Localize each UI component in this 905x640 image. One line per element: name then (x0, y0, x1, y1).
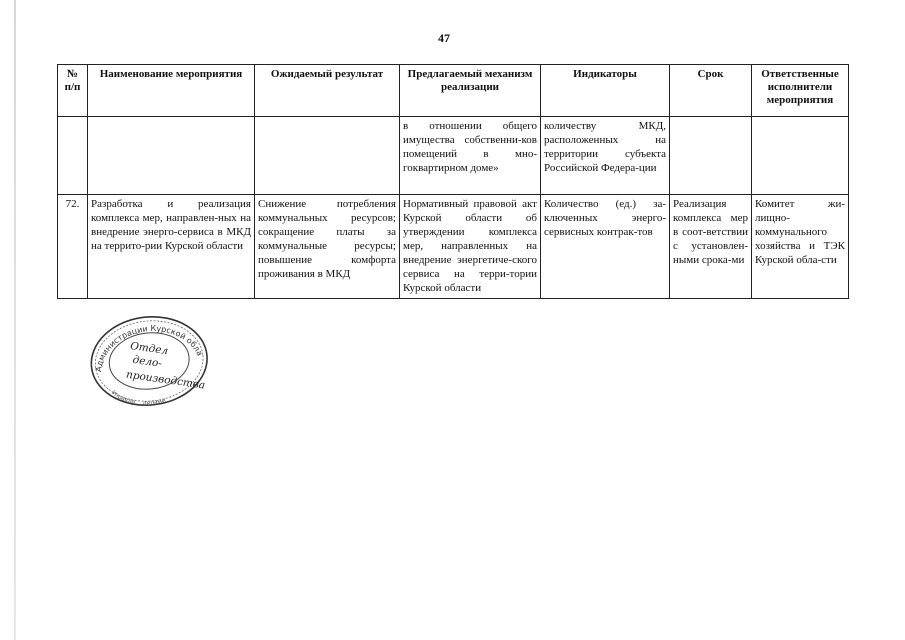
row-executors: Комитет жи-лищно-коммунального хозяйства и ТЭК Курской обла-сти (752, 195, 849, 299)
row-number: 72. (58, 195, 88, 299)
row-expected-result (255, 117, 400, 195)
header-term: Срок (670, 65, 752, 117)
row-mechanism: в отношении общего имущества собственни-ков помещений в мно-гоквартирном доме» (400, 117, 541, 195)
row-term (670, 117, 752, 195)
row-activity-name: Разработка и реализация комплекса мер, направлен-ных на внедрение энерго-сервиса в МКД на террито-рии Курской области (88, 195, 255, 299)
row-term: Реализация комплекса мер в соот-ветствии с установлен-ными срока-ми (670, 195, 752, 299)
stamp-ring-text: Администрации Курской области (94, 324, 205, 373)
row-number (58, 117, 88, 195)
header-executors: Ответственные исполнители мероприятия (752, 65, 849, 117)
scan-edge (14, 0, 16, 640)
row-expected-result: Снижение потребления коммунальных ресурсов; сокращение платы за коммунальные ресурсы; повышение комфорта проживания в МКД (255, 195, 400, 299)
office-stamp (84, 309, 214, 409)
activity-plan-table (57, 64, 849, 299)
header-mechanism: Предлагаемый механизм реализации (400, 65, 541, 117)
header-indicators: Индикаторы (541, 65, 670, 117)
row-executors (752, 117, 849, 195)
row-indicators: количеству МКД, расположенных на территории субъекта Российской Федера-ции (541, 117, 670, 195)
table-header-row (58, 65, 849, 117)
header-number: № п/п (58, 65, 88, 117)
header-expected-result: Ожидаемый результат (255, 65, 400, 117)
table-row (58, 117, 849, 195)
stamp-line-3: производства (125, 368, 206, 392)
table-row (58, 195, 849, 299)
stamp-line-1: Отдел (129, 340, 169, 358)
row-mechanism: Нормативный правовой акт Курской области об утверждении комплекса мер, направленных на внедрение энергетиче-ского сервиса на терри-тории Курской области (400, 195, 541, 299)
row-activity-name (88, 117, 255, 195)
page-number: 47 (438, 31, 450, 45)
stamp-ring-text-lower: Управле... делами (109, 389, 167, 407)
header-activity-name: Наименование мероприятия (88, 65, 255, 117)
stamp-line-2: дело- (131, 353, 163, 370)
row-indicators: Количество (ед.) за-ключенных энерго-сервисных контрак-тов (541, 195, 670, 299)
